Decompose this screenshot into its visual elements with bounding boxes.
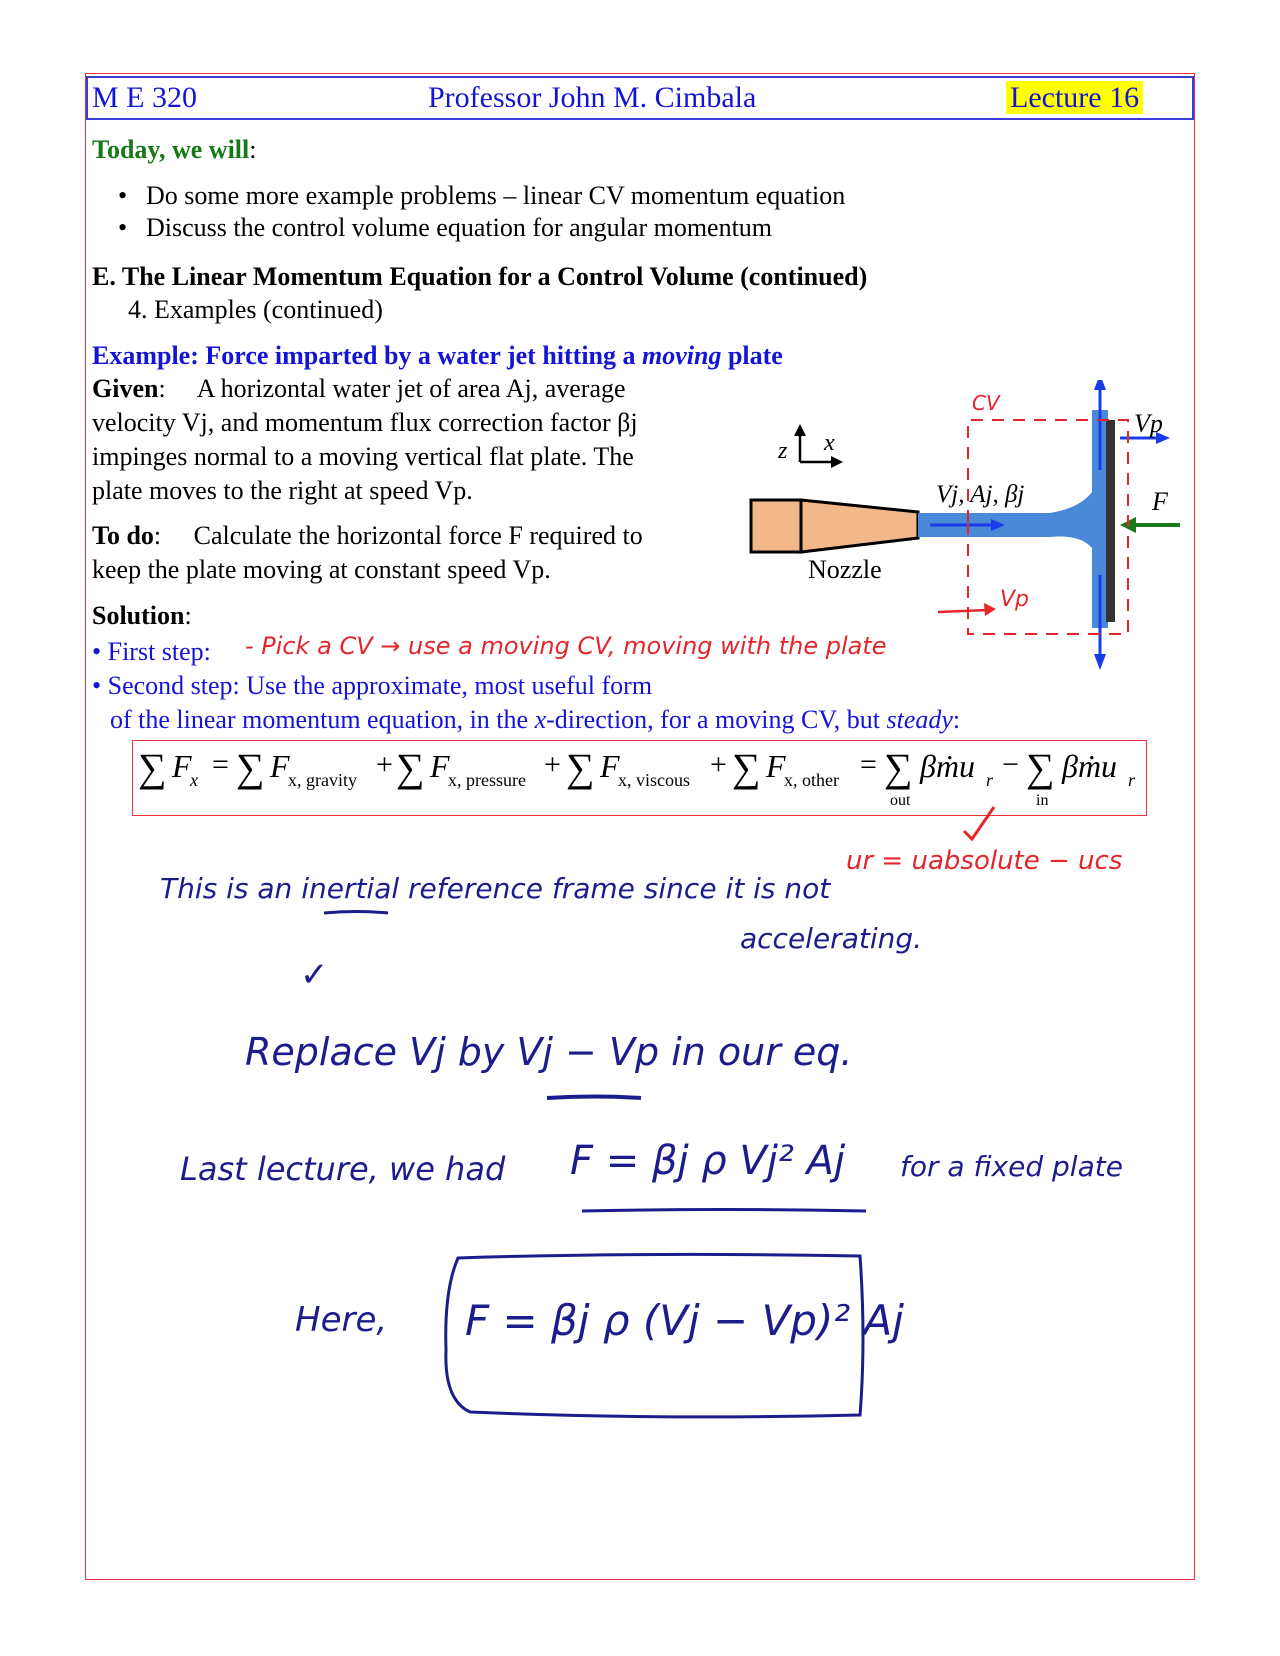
eq-plus: +: [544, 748, 561, 781]
second-step-em: steady: [886, 705, 953, 734]
upward-flow-arrowhead: [1094, 380, 1106, 390]
nozzle-taper: [801, 500, 918, 552]
inertial-note-line-2: accelerating.: [740, 922, 923, 955]
eq-equals: =: [860, 748, 877, 781]
eq-sub-pressure: x, pressure: [448, 770, 526, 790]
today-bullet-dot: •: [118, 181, 128, 210]
professor-name: Professor John M. Cimbala: [428, 81, 757, 114]
today-item: Discuss the control volume equation for angular momentum: [146, 213, 773, 242]
last-lecture-note: Last lecture, we had: [180, 1150, 506, 1188]
hw-vp-arrowhead: [984, 603, 996, 616]
sum-symbol: ∑: [396, 745, 425, 790]
second-step: • Second step: Use the approximate, most useful form: [92, 671, 653, 700]
section-title: E. The Linear Momentum Equation for a Control Volume (continued): [92, 262, 868, 291]
given-line-3: impinges normal to a moving vertical flat plate. The: [92, 442, 634, 471]
ur-pointer-stroke: [964, 807, 994, 839]
given-text-1: A horizontal water jet of area Aj, average: [196, 374, 626, 403]
eq-f: F: [172, 748, 192, 784]
eq-sub-x: x: [190, 770, 198, 790]
second-step-b: -direction, for a moving CV, but: [546, 705, 887, 734]
eq-out-label: out: [890, 792, 911, 809]
today-item: Do some more example problems – linear CV momentum equation: [146, 181, 846, 210]
todo-text-1: Calculate the horizontal force F required to: [193, 521, 643, 550]
eq-sub-r: r: [986, 770, 994, 790]
first-step-note: - Pick a CV → use a moving CV, moving with the plate: [245, 632, 887, 660]
example-title: [92, 340, 783, 372]
lecture-label: Lecture 16: [1006, 81, 1143, 114]
inertial-underline-stroke: [324, 912, 388, 914]
solution-label-text: Solution: [92, 601, 185, 630]
sum-symbol: ∑: [732, 745, 761, 790]
todo-line-2: keep the plate moving at constant speed Vp.: [92, 555, 551, 584]
sum-symbol: ∑: [236, 745, 265, 790]
moving-plate: [1106, 420, 1115, 622]
cv-label: CV: [972, 391, 1000, 415]
eq-sub-viscous: x, viscous: [618, 770, 690, 790]
fixed-eq-underline-stroke: [582, 1210, 866, 1212]
today-heading: [92, 134, 256, 166]
x-axis-arrowhead: [831, 456, 843, 468]
sum-symbol: ∑: [138, 745, 167, 790]
moving-plate-equation: F = βj ρ (Vj − Vp)² Aj: [465, 1296, 904, 1345]
fixed-plate-note: for a fixed plate: [900, 1150, 1123, 1183]
sum-symbol: ∑: [566, 745, 595, 790]
here-note: Here,: [295, 1300, 388, 1340]
eq-beta-mdot-u: βṁu: [1062, 748, 1118, 784]
hw-vp-label: Vp: [1000, 587, 1030, 612]
eq-plus: +: [710, 748, 727, 781]
section-subitem: 4. Examples (continued): [128, 295, 383, 324]
eq-sub-gravity: x, gravity: [288, 770, 357, 790]
axis-z-label: z: [778, 438, 788, 464]
second-step-x: x: [534, 705, 547, 734]
todo-label: To do: [92, 521, 154, 550]
eq-beta-mdot-u: βṁu: [920, 748, 976, 784]
today-bullet-dot: •: [118, 213, 128, 242]
given-line-2: velocity Vj, and momentum flux correction factor βj: [92, 408, 638, 437]
example-title-em: moving: [642, 341, 722, 370]
eq-plus: +: [376, 748, 393, 781]
downward-flow-arrowhead: [1094, 654, 1106, 670]
eq-sub-other: x, other: [784, 770, 839, 790]
eq-f: F: [600, 748, 620, 784]
eq-sub-r: r: [1128, 770, 1136, 790]
eq-f: F: [270, 748, 290, 784]
inertial-note-line-1: This is an inertial reference frame since it is not: [160, 872, 831, 905]
hw-vp-line: [938, 610, 988, 612]
vp-label: Vp: [1134, 409, 1163, 438]
lecture-number: [1006, 80, 1143, 116]
sum-symbol: ∑: [1026, 745, 1055, 790]
replace-underline: [545, 1092, 645, 1104]
second-step-a: of the linear momentum equation, in the: [110, 705, 535, 734]
replace-underline-stroke: [547, 1097, 641, 1099]
eq-f: F: [430, 748, 450, 784]
course-number: M E 320: [92, 81, 197, 114]
eq-in-label: in: [1036, 792, 1049, 809]
example-title-b: plate: [721, 341, 783, 370]
first-step: • First step:: [92, 637, 211, 666]
jet-plate-figure: [740, 380, 1190, 670]
axis-x-label: x: [824, 430, 835, 456]
nozzle-label: Nozzle: [808, 555, 882, 584]
example-title-a: Example: Force imparted by a water jet hitting a: [92, 341, 642, 370]
eq-minus: −: [1002, 748, 1019, 781]
check-mark: ✓: [300, 955, 329, 995]
jet-label: Vj, Aj, βj: [936, 481, 1025, 508]
today-heading-text: Today, we will: [92, 135, 250, 164]
fixed-eq-underline: [580, 1205, 870, 1217]
ur-pointer-check: [960, 805, 1000, 845]
given-label: Given: [92, 374, 159, 403]
solution-label: Solution:: [92, 601, 192, 630]
replace-note: Replace Vj by Vj − Vp in our eq.: [245, 1030, 853, 1074]
given-line-1: Given: A horizontal water jet of area Aj, average: [92, 374, 626, 403]
ur-note: ur = uabsolute − ucs: [846, 846, 1123, 876]
sum-symbol: ∑: [884, 745, 913, 790]
given-line-4: plate moves to the right at speed Vp.: [92, 476, 473, 505]
fixed-plate-equation: F = βj ρ Vj² Aj: [570, 1138, 846, 1184]
z-axis-arrowhead: [794, 424, 806, 436]
inertial-underline: [322, 908, 392, 918]
todo-line-1: To do: Calculate the horizontal force F required to: [92, 521, 643, 550]
eq-equals: =: [212, 748, 229, 781]
second-step-cont: [110, 704, 960, 736]
today-colon: :: [249, 135, 257, 164]
nozzle-body: [751, 500, 801, 552]
force-label: F: [1152, 487, 1168, 516]
momentum-equation: [138, 742, 1138, 812]
second-step-end: :: [952, 705, 961, 734]
eq-f: F: [766, 748, 786, 784]
